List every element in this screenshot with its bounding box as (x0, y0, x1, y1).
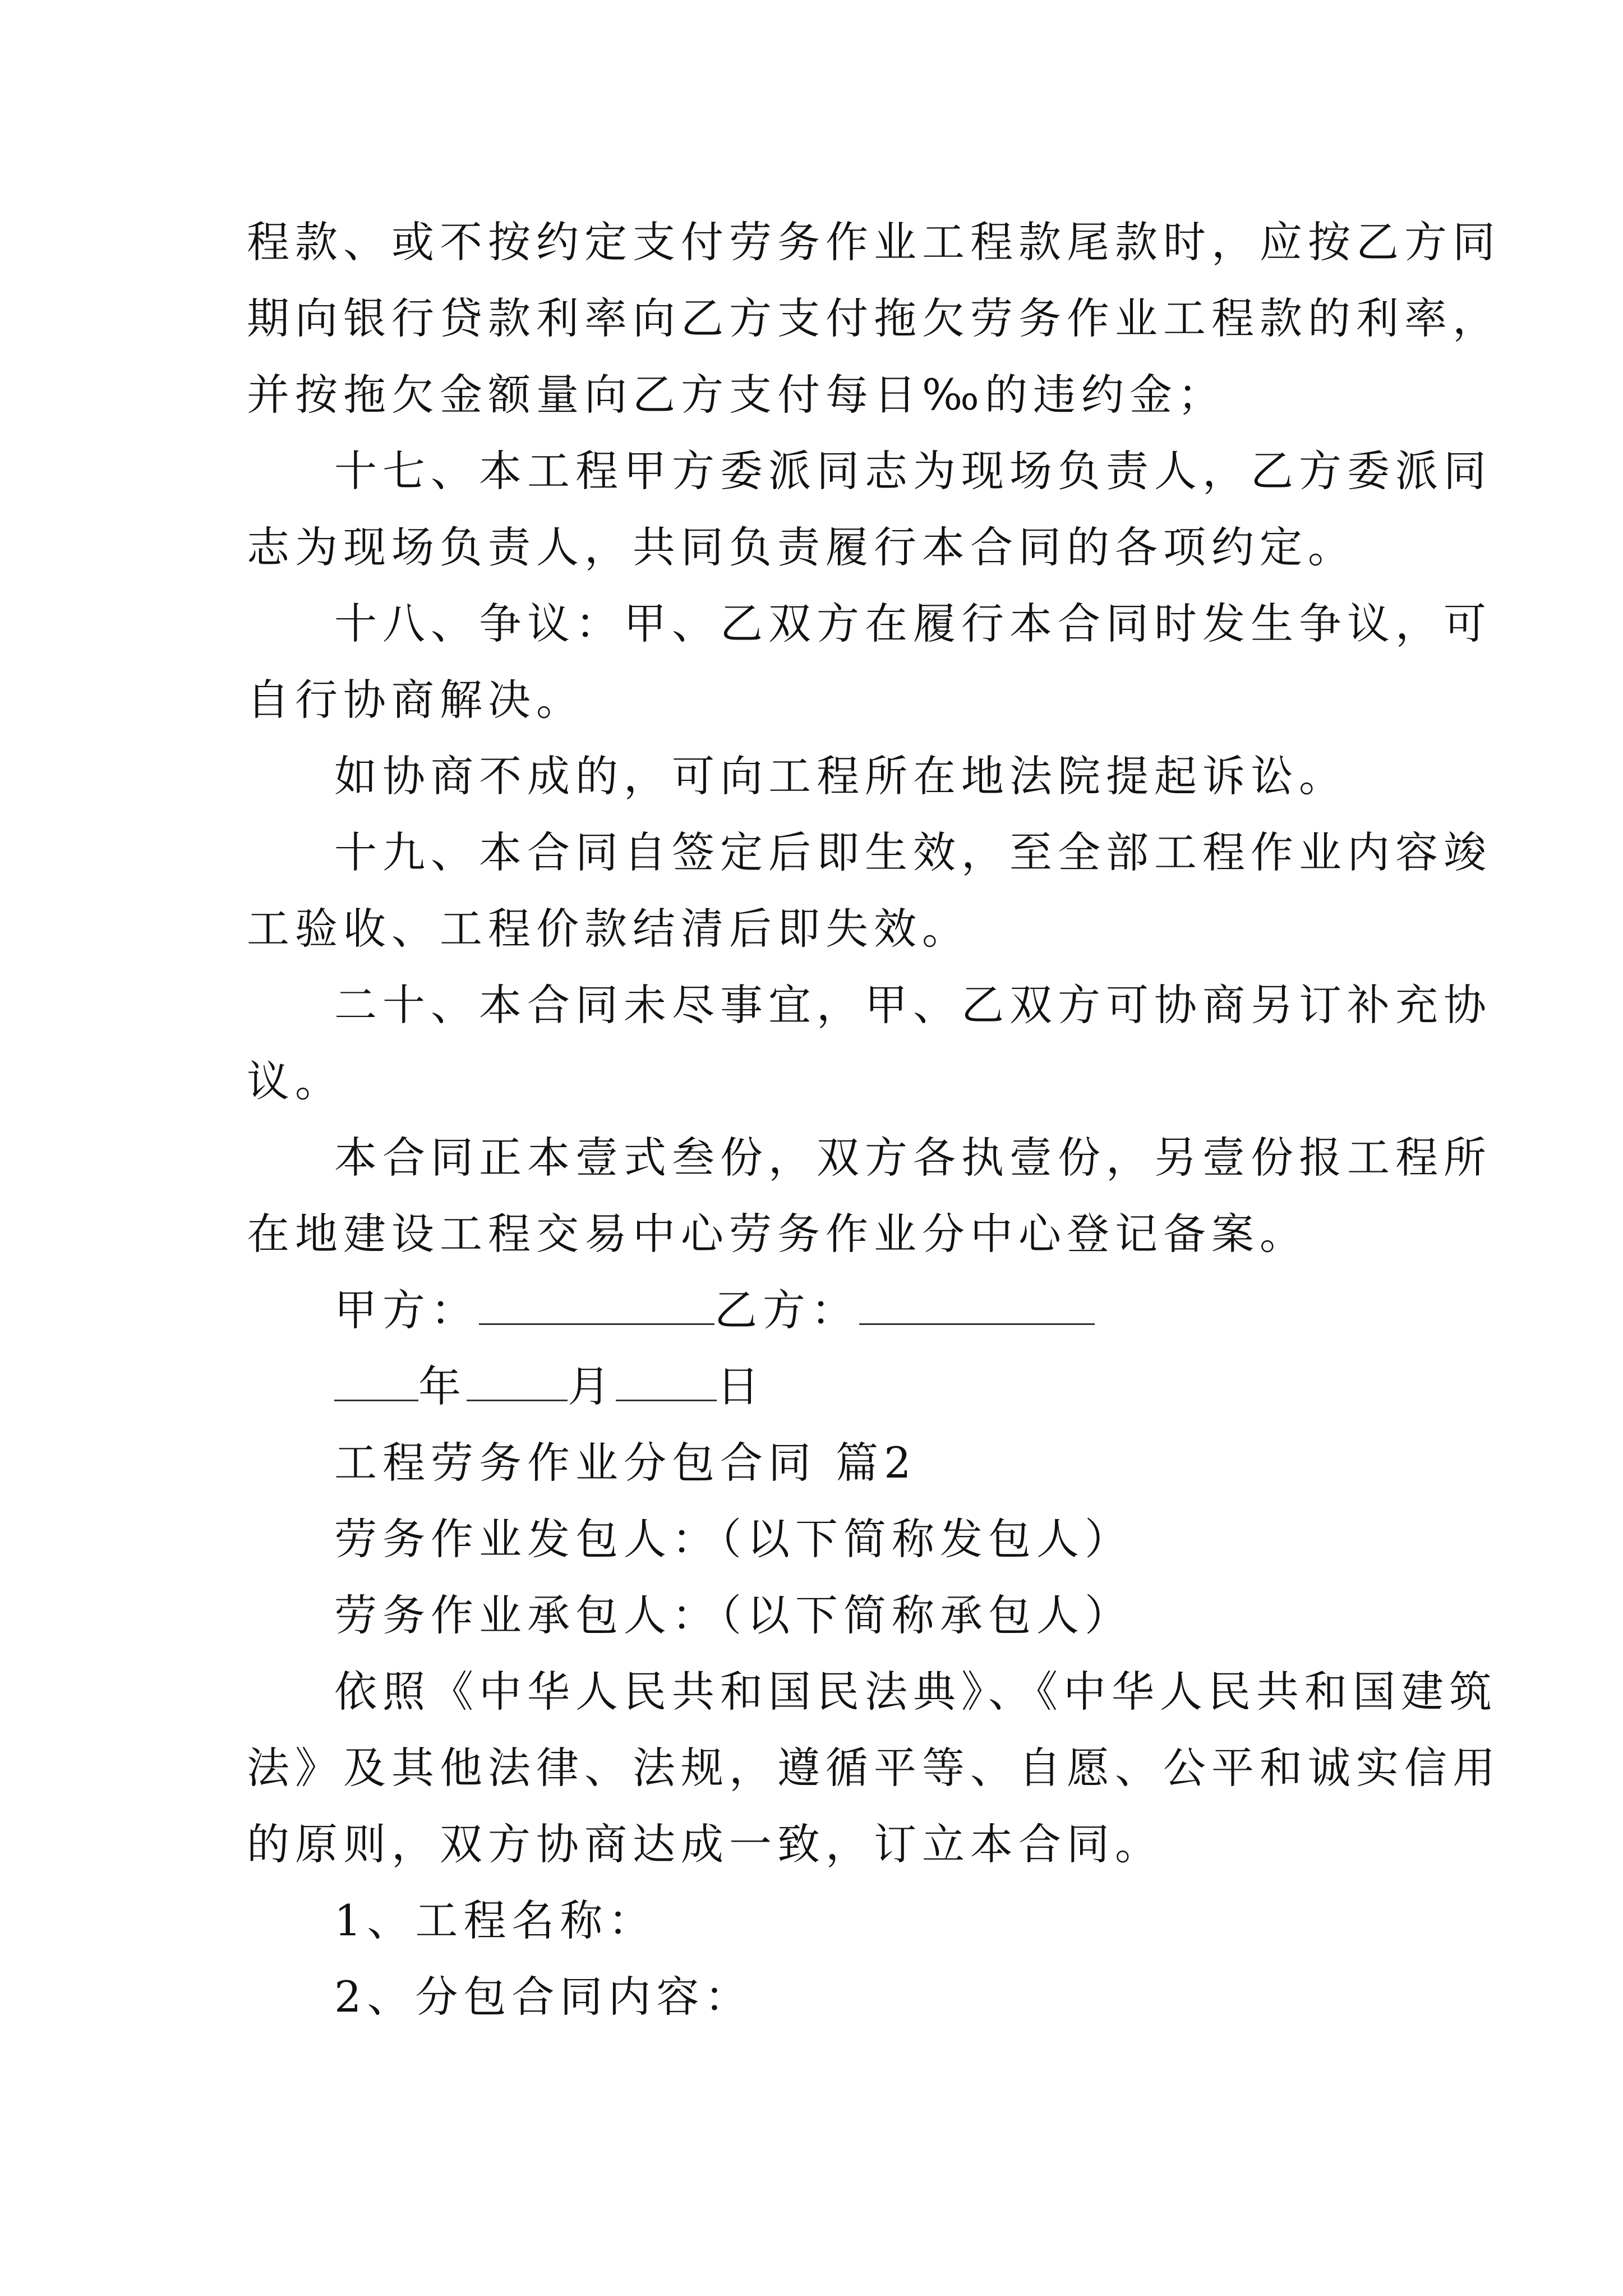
year-label: 年 (418, 1361, 467, 1411)
party-a-signature-blank (479, 1284, 714, 1325)
paragraph-line: 志为现场负责人，共同负责履行本合同的各项约定。 (247, 522, 1356, 572)
paragraph-line: 本合同正本壹式叁份，双方各执壹份，另壹份报工程所 (334, 1133, 1492, 1182)
signature-row (334, 1282, 1095, 1338)
month-label: 月 (568, 1361, 616, 1411)
paragraph-line: 期向银行贷款利率向乙方支付拖欠劳务作业工程款的利率， (247, 293, 1501, 343)
paragraph-line: 并按拖欠金额量向乙方支付每日‰的违约金； (247, 370, 1226, 420)
paragraph-line: 议。 (247, 1056, 343, 1106)
paragraph-line: 如协商不成的，可向工程所在地法院提起诉讼。 (334, 751, 1347, 801)
day-label: 日 (717, 1361, 765, 1411)
paragraph-line: 十七、本工程甲方委派同志为现场负责人，乙方委派同 (334, 446, 1492, 496)
paragraph-line: 劳务作业承包人：（以下简称承包人） (334, 1590, 1133, 1640)
party-a-label: 甲方： (334, 1285, 479, 1335)
day-blank (616, 1360, 717, 1401)
section-title: 工程劳务作业分包合同 篇2 (334, 1438, 917, 1488)
paragraph-line: 2、分包合同内容： (334, 1972, 753, 2022)
paragraph-line: 在地建设工程交易中心劳务作业分中心登记备案。 (247, 1209, 1308, 1259)
paragraph-line: 程款、或不按约定支付劳务作业工程款尾款时，应按乙方同 (247, 217, 1501, 267)
paragraph-line: 十九、本合同自签定后即生效，至全部工程作业内容竣 (334, 827, 1492, 877)
paragraph-line: 十八、争议：甲、乙双方在履行本合同时发生争议，可 (334, 599, 1492, 648)
paragraph-line: 自行协商解决。 (247, 675, 584, 725)
paragraph-line: 二十、本合同未尽事宜，甲、乙双方可协商另订补充协 (334, 980, 1492, 1030)
month-blank (467, 1360, 568, 1401)
party-b-label: 乙方： (714, 1285, 859, 1335)
paragraph-line: 1、工程名称： (334, 1895, 657, 1945)
paragraph-line: 劳务作业发包人：（以下简称发包人） (334, 1514, 1133, 1564)
paragraph-line: 工验收、工程价款结清后即失效。 (247, 904, 970, 954)
date-row (334, 1359, 765, 1415)
paragraph-line: 的原则，双方协商达成一致，订立本合同。 (247, 1819, 1163, 1869)
paragraph-line: 法》及其他法律、法规，遵循平等、自愿、公平和诚实信用 (247, 1743, 1501, 1793)
year-blank (334, 1360, 418, 1401)
party-b-signature-blank (859, 1284, 1095, 1325)
paragraph-line: 依照《中华人民共和国民法典》、《中华人民共和国建筑 (334, 1667, 1497, 1717)
